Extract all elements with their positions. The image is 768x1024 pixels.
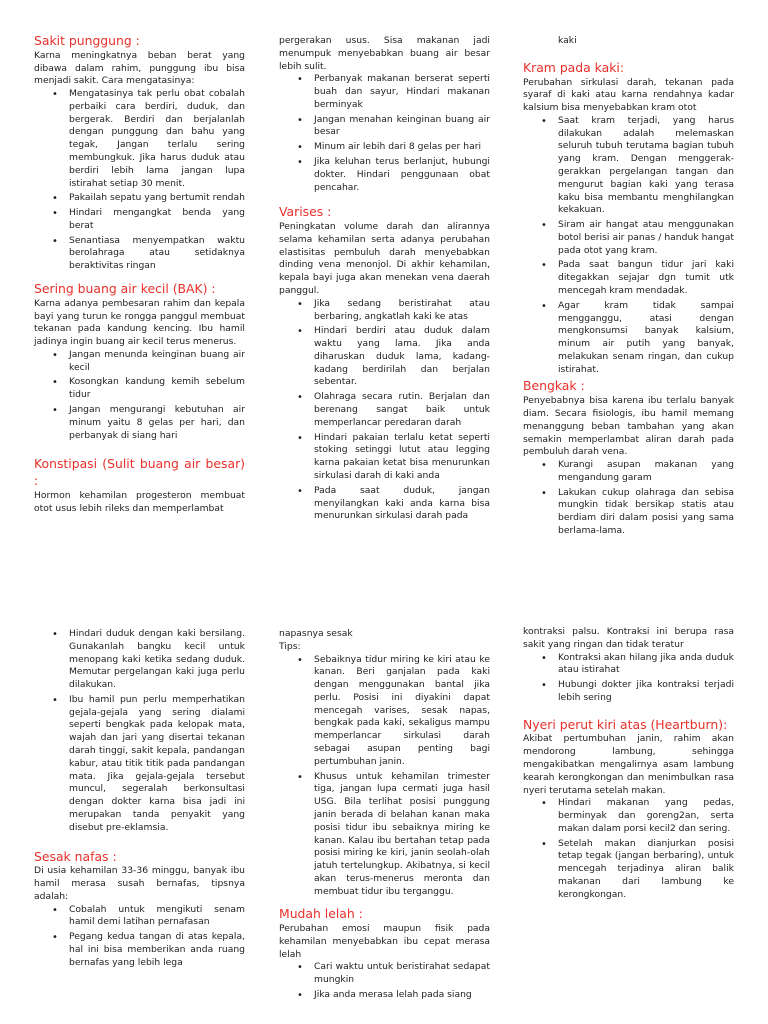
paragraph: Hormon kehamilan progesteron membuat otot usus lebih rileks dan memperlambat xyxy=(34,489,245,514)
list-item: • Cobalah untuk mengikuti senam hamil demi latihan pernafasan xyxy=(69,904,245,930)
list-item: • Senantiasa menyempatkan waktu berolahraga atau setidaknya beraktivitas ringan xyxy=(69,235,245,273)
paragraph: Akibat pertumbuhan janin, rahim akan mendorong lambung, sehingga mengakibatkan mengalirnya asam lambung kearah kerongkongan dan menimbulkan rasa nyeri terutama setelah makan. xyxy=(523,733,734,796)
heading-sesak-nafas: Sesak nafas : xyxy=(34,848,117,864)
paragraph: Karna adanya pembesaran rahim dan kepala bayi yang turun ke rongga panggul membuat tekanan pada kandung kencing. Ibu hamil jadinya ingin buang air kecil terus menerus. xyxy=(34,297,245,348)
list-item: • Pada saat duduk, jangan menyilangkan kaki anda karna bisa menurunkan sirkulasi darah pada xyxy=(314,485,490,523)
list-item: • Setelah makan dianjurkan posisi tetap tegak (jangan berbaring), untuk mencegah terjadinya aliran balik makanan dari lambung ke kerongkongan. xyxy=(558,838,734,902)
bullet-list xyxy=(279,654,490,899)
list-item: • Pakailah sepatu yang bertumit rendah xyxy=(69,192,245,205)
list-item: • Perbanyak makanan berserat seperti buah dan sayur, Hindari makanan berminyak xyxy=(314,73,490,111)
list-item: • Kosongkan kandung kemih sebelum tidur xyxy=(69,376,245,402)
bullet-list xyxy=(523,115,734,377)
list-item: • Sebaiknya tidur miring ke kiri atau ke kanan. Beri ganjalan pada kaki dengan menggunakan bantal jika perlu. Posisi ini diyakini dapat mencegah varises, sesak napas, bengkak pada kaki, sekaligus mampu memperlancar sirkulasi darah sebagai asupan penting bagi pertumbuhan janin. xyxy=(314,654,490,769)
paragraph: Peningkatan volume darah dan alirannya selama kehamilan serta adanya perubahan elastisitas pembuluh darah menyebabkan dinding vena menonjol. Di akhir kehamilan, kepala bayi juga akan menekan vena daerah panggul. xyxy=(279,221,490,297)
heading-bengkak: Bengkak : xyxy=(523,378,585,394)
top-column-1 xyxy=(34,33,245,515)
bullet-list xyxy=(523,797,734,901)
paragraph: Penyebabnya bisa karena ibu terlalu banyak diam. Secara fisiologis, ibu hamil memang menanggung beban tambahan yang akan semakin memperlambat aliran darah pada pembuluh darah vena. xyxy=(523,395,734,458)
list-item: • Minum air lebih dari 8 gelas per hari xyxy=(314,141,490,154)
bullet-list xyxy=(34,349,245,442)
bullet-list xyxy=(34,88,245,273)
top-column-3 xyxy=(523,35,734,540)
paragraph: kaki xyxy=(558,35,577,46)
heading-varises: Varises : xyxy=(279,204,332,220)
heading-bak: Sering buang air kecil (BAK) : xyxy=(34,281,216,297)
paragraph: Perubahan sirkulasi darah, tekanan pada syaraf di kaki atau karna rendahnya kadar kalsium bisa menyebabkan kram otot xyxy=(523,76,734,114)
bullet-list xyxy=(279,73,490,194)
list-item: • Pegang kedua tangan di atas kepala, hal ini bisa memberikan anda ruang bernafas yang lebih lega xyxy=(69,931,245,969)
paragraph: Karna meningkatnya beban berat yang dibawa dalam rahim, punggung ibu bisa menjadi sakit. Cara mengatasinya: xyxy=(34,49,245,87)
heading-mudah-lelah: Mudah lelah : xyxy=(279,906,363,922)
list-item: • Hindari berdiri atau duduk dalam waktu yang lama. Jika anda diharuskan duduk lama, kadang-kadang berdirilah dan berjalan sebentar. xyxy=(314,325,490,389)
list-item: • Ibu hamil pun perlu memperhatikan gejala-gejala yang sering dialami seperti bengkak pada kelopak mata, wajah dan jari yang disertai tekanan darah tinggi, sakit kepala, pandangan kabur, atau titik titik pada pandangan mata. Jika gejala-gejala tersebut muncul, segeralah berkonsultasi dengan dokter karna bisa jadi ini merupakan tanda penyakit yang disebut pre-eklamsia. xyxy=(69,694,245,835)
bullet-list xyxy=(34,904,245,970)
list-item: • Jangan menahan keinginan buang air besar xyxy=(314,114,490,140)
list-item: • Pada saat bangun tidur jari kaki ditegakkan sejajar dgn tumit utk mencegah kram mendadak. xyxy=(558,259,734,297)
list-item: • Olahraga secara rutin. Berjalan dan berenang sangat baik untuk memperlancar peredaran darah xyxy=(314,391,490,429)
list-item: • Siram air hangat atau menggunakan botol berisi air panas / handuk hangat pada otot yang kram. xyxy=(558,219,734,257)
paragraph: pergerakan usus. Sisa makanan jadi menumpuk menyebabkan buang air besar lebih sulit. xyxy=(279,35,490,72)
list-item: • Hindari pakaian terlalu ketat seperti stoking setinggi lutut atau legging karna pakaian ketat bisa menurunkan sirkulasi darah di kaki anda xyxy=(314,432,490,483)
list-item: • Mengatasinya tak perlu obat cobalah perbaiki cara berdiri, duduk, dan bergerak. Berdiri dan berjalanlah dengan punggung dan bahu yang tegak, Jangan terlalu sering membungkuk. Jika harus duduk atau berdiri lebih lama jangan lupa istirahat setiap 30 menit. xyxy=(69,88,245,190)
list-item: • Kurangi asupan makanan yang mengandung garam xyxy=(558,459,734,485)
tips-label: Tips: xyxy=(279,640,301,652)
list-item: • Cari waktu untuk beristirahat sedapat mungkin xyxy=(314,961,490,987)
heading-nyeri-perut: Nyeri perut kiri atas (Heartburn): xyxy=(523,716,728,732)
top-column-2 xyxy=(279,35,490,525)
list-item: • Jangan menunda keinginan buang air kecil xyxy=(69,349,245,375)
bottom-column-2 xyxy=(279,628,490,1004)
bullet-list xyxy=(523,652,734,705)
list-item: • Kontraksi akan hilang jika anda duduk atau istirahat xyxy=(558,652,734,678)
list-item: • Saat kram terjadi, yang harus dilakukan adalah melemaskan seluruh tubuh terutama bagian tubuh yang kram. Dengan menggerak-gerakkan pergelangan tangan dan mengurut bagian kaki yang terasa kaku bisa membantu menghilangkan kekakuan. xyxy=(558,115,734,217)
list-item: • Khusus untuk kehamilan trimester tiga, jangan lupa cermati juga hasil USG. Bila terlihat posisi punggung janin berada di belahan kanan maka posisi tidur ibu sebaiknya miring ke kanan. Kalau ibu bertahan tetap pada posisi miring ke kiri, janin seolah-olah jatuh tertelungkup. Akibatnya, si kecil akan terus-menerus meronta dan membuat tidur ibu terganggu. xyxy=(314,771,490,899)
heading-kram: Kram pada kaki: xyxy=(523,59,625,75)
bullet-list xyxy=(279,961,490,1001)
bullet-list xyxy=(34,628,245,835)
list-item: • Hubungi dokter jika kontraksi terjadi lebih sering xyxy=(558,679,734,705)
paragraph: Di usia kehamilan 33-36 minggu, banyak ibu hamil merasa susah bernafas, tipsnya adalah: xyxy=(34,865,245,902)
paragraph: napasnya sesak xyxy=(279,628,353,639)
list-item: • Jangan mengurangi kebutuhan air minum yaitu 8 gelas per hari, dan perbanyak di siang hari xyxy=(69,404,245,442)
bottom-column-1 xyxy=(34,628,245,971)
paragraph: Perubahan emosi maupun fisik pada kehamilan menyebabkan ibu cepat merasa lelah xyxy=(279,923,490,960)
list-item: • Hindari duduk dengan kaki bersilang. Gunakanlah bangku kecil untuk menopang kaki ketika sedang duduk. Memutar pergelangan kaki juga perlu dilakukan. xyxy=(69,628,245,692)
bullet-list xyxy=(523,459,734,538)
list-item: • Jika sedang beristirahat atau berbaring, angkatlah kaki ke atas xyxy=(314,298,490,324)
list-item: • Hindari makanan yang pedas, berminyak dan goreng2an, serta makan dalam porsi kecil2 dan sering. xyxy=(558,797,734,835)
bullet-list xyxy=(279,298,490,523)
list-item: • Agar kram tidak sampai mengganggu, atasi dengan mengkonsumsi banyak kalsium, minum air putih yang banyak, melakukan senam ringan, dan cukup istirahat. xyxy=(558,300,734,377)
list-item: • Jika anda merasa lelah pada siang xyxy=(314,989,490,1002)
list-item: • Lakukan cukup olahraga dan sebisa mungkin tidak bersikap statis atau berdiam diri dalam posisi yang sama berlama-lama. xyxy=(558,487,734,538)
list-item: • Hindari mengangkat benda yang berat xyxy=(69,207,245,233)
paragraph: kontraksi palsu. Kontraksi ini berupa rasa sakit yang ringan dan tidak teratur xyxy=(523,626,734,650)
heading-sakit-punggung: Sakit punggung : xyxy=(34,33,140,48)
bottom-column-3 xyxy=(523,626,734,904)
heading-konstipasi: Konstipasi (Sulit buang air besar) : xyxy=(34,456,245,489)
list-item: • Jika keluhan terus berlanjut, hubungi dokter. Hindari penggunaan obat pencahar. xyxy=(314,156,490,194)
